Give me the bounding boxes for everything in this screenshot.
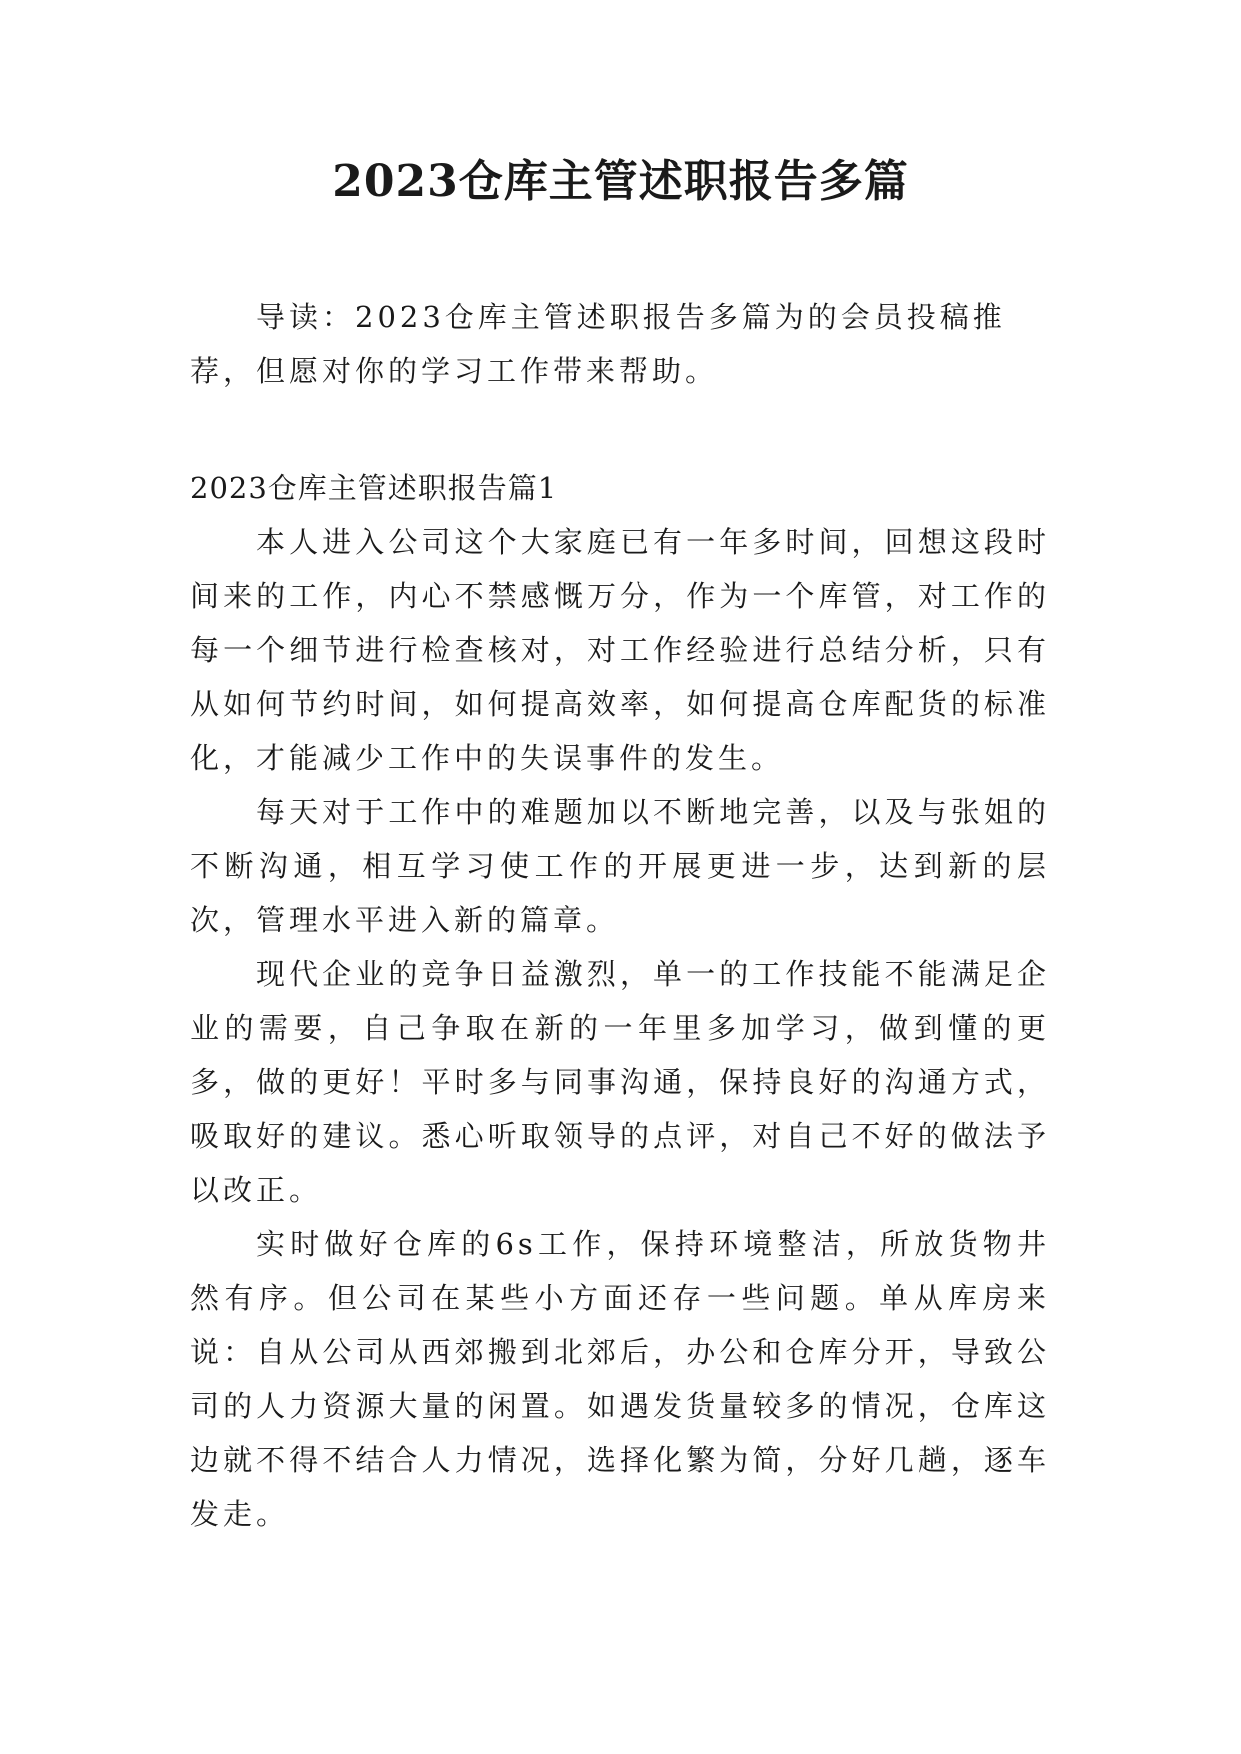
- section-paragraph-2: 每天对于工作中的难题加以不断地完善，以及与张姐的不断沟通，相互学习使工作的开展更进一步，达到新的层次，管理水平进入新的篇章。: [190, 795, 1050, 937]
- section-paragraph-4: 实时做好仓库的6s工作，保持环境整洁，所放货物井然有序。但公司在某些小方面还存一些问题。单从库房来说：自从公司从西郊搬到北郊后，办公和仓库分开，导致公司的人力资源大量的闲置。如遇发货量较多的情况，仓库这边就不得不结合人力情况，选择化繁为简，分好几趟，逐车发走。: [190, 1227, 1050, 1531]
- section-heading: 2023仓库主管述职报告篇1: [190, 471, 558, 505]
- intro-paragraph: 导读：2023仓库主管述职报告多篇为的会员投稿推荐，但愿对你的学习工作带来帮助。: [190, 300, 1006, 388]
- section-paragraph-1: 本人进入公司这个大家庭已有一年多时间，回想这段时间来的工作，内心不禁感慨万分，作为一个库管，对工作的每一个细节进行检查核对，对工作经验进行总结分析，只有从如何节约时间，如何提高效率，如何提高仓库配货的标准化，才能减少工作中的失误事件的发生。: [190, 525, 1050, 775]
- section-paragraph-3: 现代企业的竞争日益激烈，单一的工作技能不能满足企业的需要，自己争取在新的一年里多加学习，做到懂的更多，做的更好！平时多与同事沟通，保持良好的沟通方式，吸取好的建议。悉心听取领导的点评，对自己不好的做法予以改正。: [190, 957, 1050, 1207]
- document-title: 2023仓库主管述职报告多篇: [332, 156, 909, 207]
- section-1: [190, 461, 1050, 1541]
